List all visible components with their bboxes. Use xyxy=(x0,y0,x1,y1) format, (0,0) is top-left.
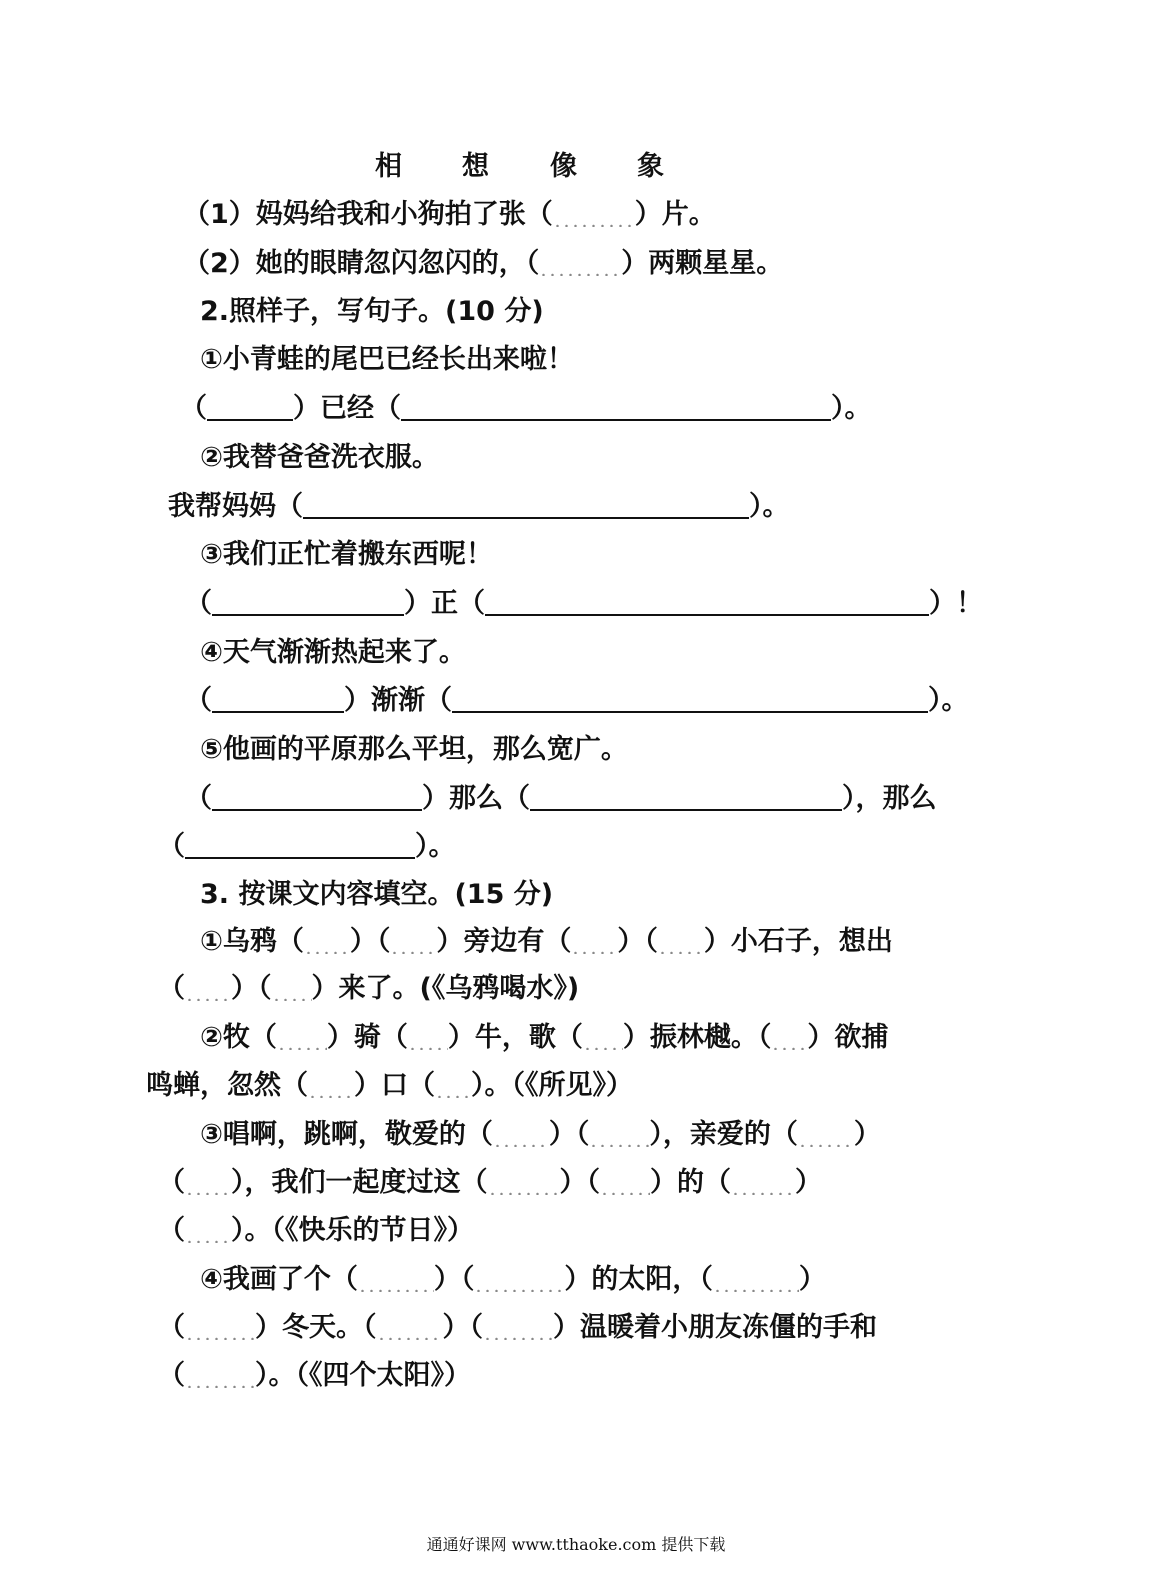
q1a-text-4: ）（ xyxy=(617,926,658,957)
example-4: ④天气渐渐热起来了。 xyxy=(200,637,466,668)
answer-blank[interactable] xyxy=(435,1072,471,1098)
q3-line-c xyxy=(158,1214,474,1248)
q2a-text-2: ）骑（ xyxy=(326,1022,408,1053)
fill-sentence-5b-end: ）。 xyxy=(415,831,456,862)
q1b-text-2: ）（ xyxy=(231,973,272,1004)
word-choice-1: 相 xyxy=(375,151,402,182)
example-3: ③我们正忙着搬东西呢！ xyxy=(200,539,493,570)
answer-blank[interactable] xyxy=(212,685,344,713)
q3a-text-4: ） xyxy=(853,1119,881,1150)
q4-line-a xyxy=(200,1263,826,1297)
fill-sentence-2-end: ）。 xyxy=(749,491,790,522)
q1b-text-3: ）来了。(《乌鸦喝水》) xyxy=(311,973,580,1004)
q4a-text-2: ）（ xyxy=(433,1264,475,1295)
q4-line-b xyxy=(158,1311,877,1345)
q2a-text-5: ）欲捕 xyxy=(807,1022,889,1053)
q2a-text-4: ）振林樾。（ xyxy=(622,1022,772,1053)
q2-line-b xyxy=(146,1069,633,1103)
example-1: ①小青蛙的尾巴已经长出来啦！ xyxy=(200,344,574,375)
fill-sentence-5b xyxy=(158,830,456,864)
answer-blank[interactable] xyxy=(589,1121,649,1147)
example-5: ⑤他画的平原那么平坦，那么宽广。 xyxy=(200,734,628,765)
answer-blank[interactable] xyxy=(474,1266,564,1292)
q4b-text-2: ）冬天。（ xyxy=(255,1312,377,1343)
q4a-text-3: ）的太阳，（ xyxy=(564,1264,713,1295)
q4a-text-4: ） xyxy=(798,1264,826,1295)
q1a-text-5: ）小石子，想出 xyxy=(703,926,893,957)
q3b-text-1: （ xyxy=(158,1167,185,1198)
q2-line-a xyxy=(200,1021,888,1055)
answer-blank[interactable] xyxy=(303,491,749,519)
answer-blank[interactable] xyxy=(304,928,350,954)
answer-blank[interactable] xyxy=(731,1169,795,1195)
answer-blank[interactable] xyxy=(583,1024,623,1050)
answer-blank[interactable] xyxy=(485,588,929,616)
answer-blank[interactable] xyxy=(185,1314,255,1340)
answer-blank[interactable] xyxy=(713,1266,799,1292)
q1-line-a xyxy=(200,925,893,959)
answer-blank[interactable] xyxy=(452,685,928,713)
section-2-title: 2.照样子，写句子。(10 分) xyxy=(200,296,544,327)
q3-line-a xyxy=(200,1118,881,1152)
fill-line-2 xyxy=(183,247,783,281)
fill-sentence-3-mid: ）正（ xyxy=(404,588,485,619)
answer-blank[interactable] xyxy=(212,588,404,616)
q1b-text-1: （ xyxy=(158,973,185,1004)
fill-line-2-end: ）两颗星星。 xyxy=(621,248,784,279)
paren-open: （ xyxy=(180,393,207,424)
q3a-text-1: ③唱啊，跳啊，敬爱的（ xyxy=(200,1119,493,1150)
footer-source: 通通好课网 www.tthaoke.com 提供下载 xyxy=(426,1535,726,1554)
answer-blank[interactable] xyxy=(771,1024,807,1050)
q1-line-b xyxy=(158,972,579,1006)
answer-blank[interactable] xyxy=(212,783,422,811)
q2b-text-1: 鸣蝉，忽然（ xyxy=(146,1070,308,1101)
q1a-text-2: ）（ xyxy=(349,926,391,957)
q3c-text-1: （ xyxy=(158,1215,185,1246)
q4-line-c xyxy=(158,1359,471,1393)
fill-sentence-5 xyxy=(185,782,937,816)
answer-blank[interactable] xyxy=(798,1121,854,1147)
answer-blank[interactable] xyxy=(483,1314,553,1340)
fill-sentence-5-mid2: ），那么 xyxy=(842,783,937,814)
q3b-text-2: ），我们一起度过这（ xyxy=(231,1167,488,1198)
q4a-text-1: ④我画了个（ xyxy=(200,1264,358,1295)
answer-blank[interactable] xyxy=(185,975,231,1001)
q4c-text-2: ）。（《四个太阳》） xyxy=(255,1360,471,1391)
answer-blank[interactable] xyxy=(553,201,635,227)
answer-blank[interactable] xyxy=(185,1217,231,1243)
answer-blank[interactable] xyxy=(272,975,312,1001)
fill-line-2-text: （2）她的眼睛忽闪忽闪的，（ xyxy=(183,248,540,279)
q4b-text-3: ）（ xyxy=(442,1312,483,1343)
q2a-text-3: ）牛，歌（ xyxy=(447,1022,583,1053)
q2a-text-1: ②牧（ xyxy=(200,1022,277,1053)
q3b-text-3: ）（ xyxy=(559,1167,600,1198)
q2b-text-2: ）口（ xyxy=(354,1070,435,1101)
answer-blank[interactable] xyxy=(358,1266,434,1292)
q3c-text-2: ）。（《快乐的节日》） xyxy=(231,1215,474,1246)
q3a-text-3: ），亲爱的（ xyxy=(649,1119,798,1150)
fill-line-1-text: （1）妈妈给我和小狗拍了张（ xyxy=(183,199,553,230)
answer-blank[interactable] xyxy=(185,1169,231,1195)
answer-blank[interactable] xyxy=(185,831,415,859)
fill-sentence-1-end: ）。 xyxy=(831,393,872,424)
q4b-text-4: ）温暖着小朋友冻僵的手和 xyxy=(553,1312,877,1343)
answer-blank[interactable] xyxy=(488,1169,560,1195)
paren-open: （ xyxy=(185,685,212,716)
q4b-text-1: （ xyxy=(158,1312,185,1343)
fill-sentence-5-mid1: ）那么（ xyxy=(422,783,530,814)
fill-sentence-1-mid: ）已经（ xyxy=(293,393,401,424)
answer-blank[interactable] xyxy=(571,928,617,954)
fill-sentence-3 xyxy=(185,587,983,621)
q4c-text-1: （ xyxy=(158,1360,185,1391)
fill-line-1-end: ）片。 xyxy=(634,199,716,230)
fill-sentence-3-end: ）！ xyxy=(929,588,983,619)
answer-blank[interactable] xyxy=(539,250,621,276)
paren-open: （ xyxy=(158,831,185,862)
fill-sentence-4-end: ）。 xyxy=(928,685,969,716)
answer-blank[interactable] xyxy=(493,1121,549,1147)
fill-sentence-2-text: 我帮妈妈（ xyxy=(168,491,303,522)
word-choice-4: 象 xyxy=(637,151,664,182)
answer-blank[interactable] xyxy=(408,1024,448,1050)
fill-line-1 xyxy=(183,198,716,232)
fill-sentence-1 xyxy=(180,392,872,426)
answer-blank[interactable] xyxy=(600,1169,650,1195)
answer-blank[interactable] xyxy=(308,1072,354,1098)
fill-sentence-2 xyxy=(168,490,790,524)
paren-open: （ xyxy=(185,783,212,814)
answer-blank[interactable] xyxy=(207,393,293,421)
q1a-text-1: ①乌鸦（ xyxy=(200,926,304,957)
paren-open: （ xyxy=(185,588,212,619)
section-3-title: 3. 按课文内容填空。(15 分) xyxy=(200,879,554,910)
answer-blank[interactable] xyxy=(277,1024,327,1050)
answer-blank[interactable] xyxy=(658,928,704,954)
word-choice-2: 想 xyxy=(462,151,489,182)
example-2: ②我替爸爸洗衣服。 xyxy=(200,442,439,473)
answer-blank[interactable] xyxy=(185,1362,255,1388)
q3b-text-4: ）的（ xyxy=(650,1167,731,1198)
fill-sentence-4-mid: ）渐渐（ xyxy=(344,685,452,716)
answer-blank[interactable] xyxy=(530,783,842,811)
q3-line-b xyxy=(158,1166,822,1200)
q3a-text-2: ）（ xyxy=(548,1119,590,1150)
answer-blank[interactable] xyxy=(401,393,831,421)
q1a-text-3: ）旁边有（ xyxy=(436,926,572,957)
word-choice-3: 像 xyxy=(550,151,577,182)
fill-sentence-4 xyxy=(185,684,969,718)
q3b-text-5: ） xyxy=(795,1167,822,1198)
answer-blank[interactable] xyxy=(377,1314,443,1340)
q2b-text-3: ）。（《所见》） xyxy=(471,1070,633,1101)
answer-blank[interactable] xyxy=(390,928,436,954)
